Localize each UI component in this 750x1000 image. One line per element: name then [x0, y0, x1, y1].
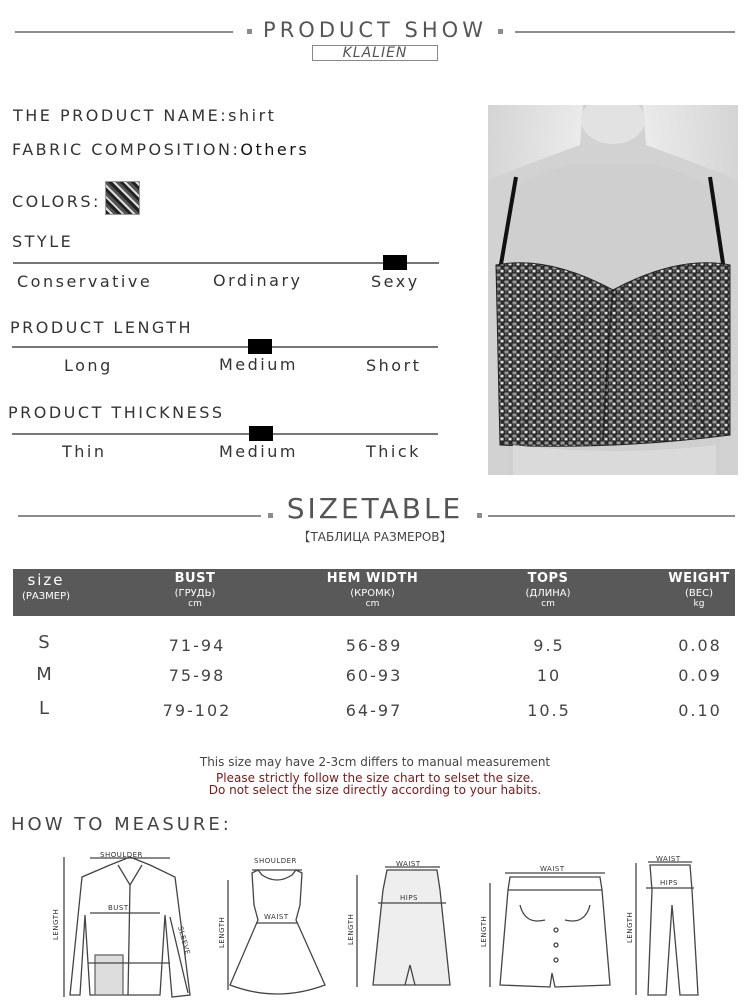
brand-logo: KLALIEN — [312, 45, 438, 61]
jacket-diagram — [64, 857, 190, 997]
page-title: PRODUCT SHOW — [263, 18, 487, 42]
label-shoulder-dress: SHOULDER — [254, 857, 297, 865]
thickness-marker — [249, 426, 273, 441]
col-bust-sub: (ГРУДЬ) — [174, 588, 216, 599]
label-length-shorts: LENGTH — [480, 915, 488, 947]
cell-tops: 9.5 — [533, 636, 565, 655]
label-waist-pants: WAIST — [656, 855, 681, 863]
thickness-option-thin: Thin — [62, 442, 107, 461]
cell-hem: 56-89 — [345, 636, 403, 655]
header-dot-right — [498, 29, 503, 34]
label-hips-skirt: HIPS — [400, 894, 418, 902]
cell-tops: 10.5 — [527, 701, 571, 720]
sizetable-dot-right — [477, 513, 482, 518]
col-size-label: size — [27, 571, 65, 589]
thickness-scale-line — [12, 433, 438, 435]
style-scale-line — [13, 262, 439, 264]
col-weight-unit: kg — [693, 599, 705, 609]
skirt-diagram — [357, 867, 450, 987]
cell-tops: 10 — [536, 666, 562, 685]
cell-bust: 75-98 — [168, 666, 226, 685]
cell-size: M — [36, 664, 54, 685]
col-bust-unit: cm — [188, 599, 202, 609]
label-waist-dress: WAIST — [264, 913, 289, 921]
crop-top-illustration — [488, 105, 738, 475]
cell-bust: 79-102 — [162, 701, 232, 720]
col-hem — [315, 569, 430, 609]
product-name-value: shirt — [228, 106, 277, 125]
length-option-long: Long — [64, 356, 113, 375]
note-habits: Do not select the size directly according to your habits. — [208, 783, 542, 797]
product-photo — [488, 105, 738, 475]
note-measurement: This size may have 2-3cm differs to manual measurement — [199, 755, 551, 769]
length-scale-line — [12, 346, 438, 348]
style-label: STYLE — [12, 232, 74, 251]
length-marker — [248, 339, 272, 354]
col-weight-sub: (ВЕС) — [685, 588, 713, 599]
label-length-dress: LENGTH — [218, 916, 226, 948]
fabric-row — [12, 140, 309, 159]
cell-hem: 64-97 — [345, 701, 403, 720]
product-name-label: THE PRODUCT NAME: — [13, 106, 229, 125]
col-weight-label: WEIGHT — [668, 571, 730, 586]
measure-diagrams — [0, 845, 750, 1000]
header-rule-right — [515, 31, 735, 33]
length-option-short: Short — [366, 356, 422, 375]
col-tops-label: TOPS — [527, 571, 569, 586]
label-bust-jacket: BUST — [108, 904, 129, 912]
col-hem-label: HEM WIDTH — [326, 571, 419, 586]
cell-hem: 60-93 — [345, 666, 403, 685]
thickness-label: PRODUCT THICKNESS — [8, 403, 225, 422]
size-table-title: SIZETABLE — [286, 492, 464, 525]
style-option-conservative: Conservative — [17, 272, 153, 291]
color-swatch[interactable] — [105, 181, 140, 215]
col-hem-sub: (КРОМК) — [350, 588, 395, 599]
col-bust-label: BUST — [174, 571, 216, 586]
label-sleeve-jacket: SLEEVE — [176, 925, 192, 956]
cell-size: L — [38, 698, 52, 719]
fabric-label: FABRIC COMPOSITION: — [12, 140, 241, 159]
col-tops — [498, 569, 598, 609]
col-hem-unit: cm — [365, 599, 380, 609]
how-to-measure-title: HOW TO MEASURE: — [11, 814, 232, 835]
cell-size: S — [38, 632, 52, 653]
cell-weight: 0.10 — [678, 701, 722, 720]
size-table-header — [13, 569, 735, 616]
label-waist-shorts: WAIST — [540, 865, 565, 873]
label-length-skirt: LENGTH — [347, 913, 355, 945]
style-option-ordinary: Ordinary — [213, 271, 303, 290]
note-follow-chart: Please strictly follow the size chart to selset the size. — [216, 771, 534, 785]
cell-weight: 0.09 — [678, 666, 722, 685]
label-length-pants: LENGTH — [626, 911, 634, 943]
sizetable-rule-right — [488, 515, 735, 517]
col-weight — [655, 569, 743, 609]
shorts-diagram — [490, 873, 610, 987]
label-length-jacket: LENGTH — [52, 908, 60, 940]
col-tops-sub: (ДЛИНА) — [525, 588, 571, 599]
style-marker — [383, 255, 407, 270]
style-option-sexy: Sexy — [371, 272, 420, 291]
thickness-option-medium: Medium — [219, 442, 298, 461]
length-option-medium: Medium — [219, 355, 298, 374]
col-size-sub: (РАЗМЕР) — [21, 591, 71, 602]
col-size — [13, 569, 79, 602]
cell-weight: 0.08 — [678, 636, 722, 655]
cell-bust: 71-94 — [168, 636, 226, 655]
product-name-row — [13, 106, 276, 125]
label-hips-pants: HIPS — [660, 879, 678, 887]
size-table-subtitle: 【ТАБЛИЦА РАЗМЕРОВ】 — [298, 530, 452, 544]
fabric-value: Others — [240, 140, 310, 159]
label-waist-skirt: WAIST — [396, 860, 421, 868]
dress-diagram — [228, 870, 325, 994]
label-shoulder-jacket: SHOULDER — [100, 851, 143, 859]
colors-label: COLORS: — [12, 192, 101, 211]
length-label: PRODUCT LENGTH — [10, 318, 194, 337]
thickness-option-thick: Thick — [366, 442, 421, 461]
col-bust — [145, 569, 245, 609]
col-tops-unit: cm — [541, 599, 555, 609]
